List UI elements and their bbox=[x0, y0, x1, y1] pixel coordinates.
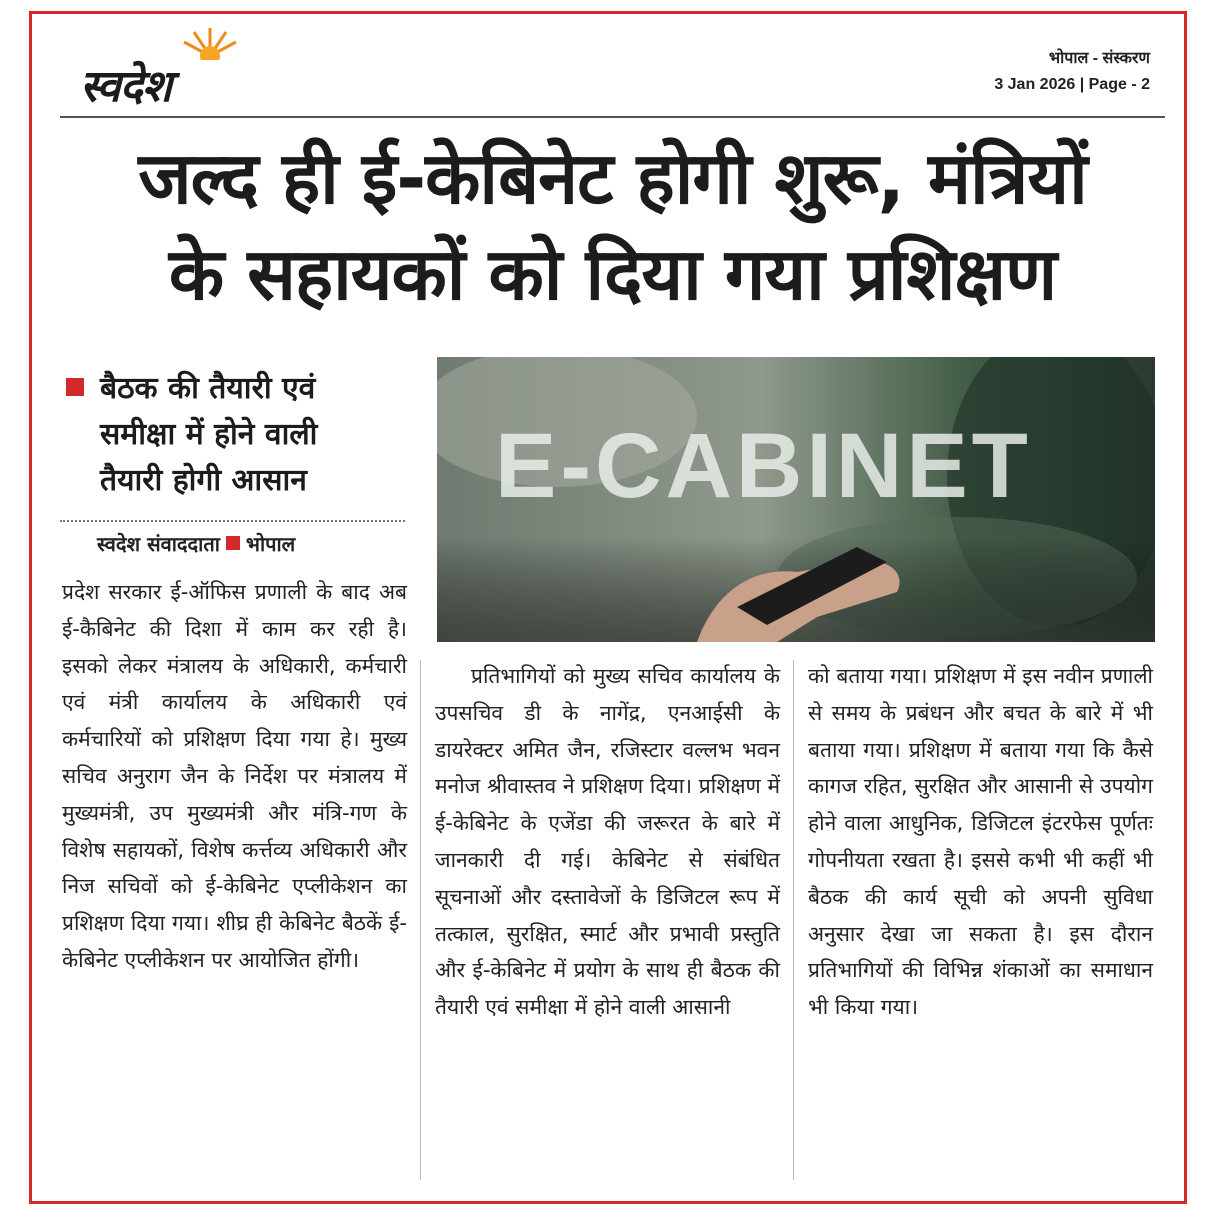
byline bbox=[97, 530, 295, 557]
sun-icon bbox=[180, 26, 240, 60]
subheadline-line-3: तैयारी होगी आसान bbox=[100, 463, 307, 498]
headline-line-1: जल्द ही ई-केबिनेट होगी शुरू, मंत्रियों bbox=[138, 136, 1087, 220]
headline bbox=[60, 130, 1165, 322]
body-column-3: को बताया गया। प्रशिक्षण में इस नवीन प्रणाली से समय के प्रबंधन और बचत के बारे में भी बताया गया। प्रशिक्षण में बताया गया कि कैसे कागज रहित, सुरक्षित और आसानी से उपयोग होने वाला आधुनिक, डिजिटल इंटरफेस पूर्णतः गोपनीयता रखता है। इससे कभी भी कहीं भी बैठक की कार्य सूची को अपनी सुविधा अनुसार देखा जा सकता है। इस दौरान प्रतिभागियों की विभिन्न शंकाओं का समाधान भी किया गया। bbox=[808, 664, 1153, 1020]
e-cabinet-photo bbox=[437, 357, 1155, 642]
logo-wordmark: स्वदेश bbox=[80, 61, 171, 112]
body-column-2: प्रतिभागियों को मुख्य सचिव कार्यालय के उपसचिव डी के नागेंद्र, एनआईसी के डायरेक्टर अमित जैन, रजिस्टार वल्लभ भवन मनोज श्रीवास्तव ने प्रशिक्षण दिया। प्रशिक्षण में ई-केबिनेट के एजेंडा की जरूरत के बारे में जानकारी दी गई। केबिनेट से संबंधित सूचनाओं और दस्तावेजों के डिजिटल रूप में तत्काल, सुरक्षित, स्मार्ट और प्रभावी प्रस्तुति और ई-केबिनेट में प्रयोग के साथ ही बैठक की तैयारी एवं समीक्षा में होने वाली आसानी bbox=[435, 664, 780, 1020]
column-divider bbox=[420, 660, 421, 1180]
byline-separator-icon bbox=[226, 536, 240, 550]
edition-date-page: 3 Jan 2026 | Page - 2 bbox=[994, 76, 1150, 93]
edition-info bbox=[994, 46, 1150, 98]
subheadline-line-1: बैठक की तैयारी एवं bbox=[100, 371, 316, 406]
masthead-logo bbox=[80, 26, 320, 112]
bullet-icon bbox=[66, 378, 84, 396]
headline-line-2: के सहायकों को दिया गया प्रशिक्षण bbox=[168, 232, 1057, 316]
dotted-divider bbox=[60, 520, 405, 522]
header-rule bbox=[60, 116, 1165, 118]
photo-overlay-text: E-CABINET bbox=[495, 415, 1032, 517]
subheadline-line-2: समीक्षा में होने वाली bbox=[100, 417, 318, 452]
body-column-1: प्रदेश सरकार ई-ऑफिस प्रणाली के बाद अब ई-कैबिनेट की दिशा में काम कर रही है। इसको लेकर मंत्रालय के अधिकारी, कर्मचारी एवं मंत्री कार्यालय के अधिकारी एवं कर्मचारियों को प्रशिक्षण दिया गया हे। मुख्य सचिव अनुराग जैन के निर्देश पर मंत्रालय में मुख्यमंत्री, उप मुख्यमंत्री और मंत्रि-गण के विशेष सहायकों, विशेष कर्त्तव्य अधिकारी और निज सचिवों को ई-केबिनेट एप्लीकेशन का प्रशिक्षण दिया गया। शीघ्र ही केबिनेट बैठकें ई-केबिनेट एप्लीकेशन पर आयोजित होंगी। bbox=[62, 580, 407, 972]
edition-city: भोपाल - संस्करण bbox=[1048, 50, 1150, 67]
column-divider bbox=[793, 660, 794, 1180]
subheadline bbox=[66, 366, 386, 504]
byline-city: भोपाल bbox=[245, 532, 296, 556]
byline-reporter: स्वदेश संवाददाता bbox=[97, 532, 220, 556]
